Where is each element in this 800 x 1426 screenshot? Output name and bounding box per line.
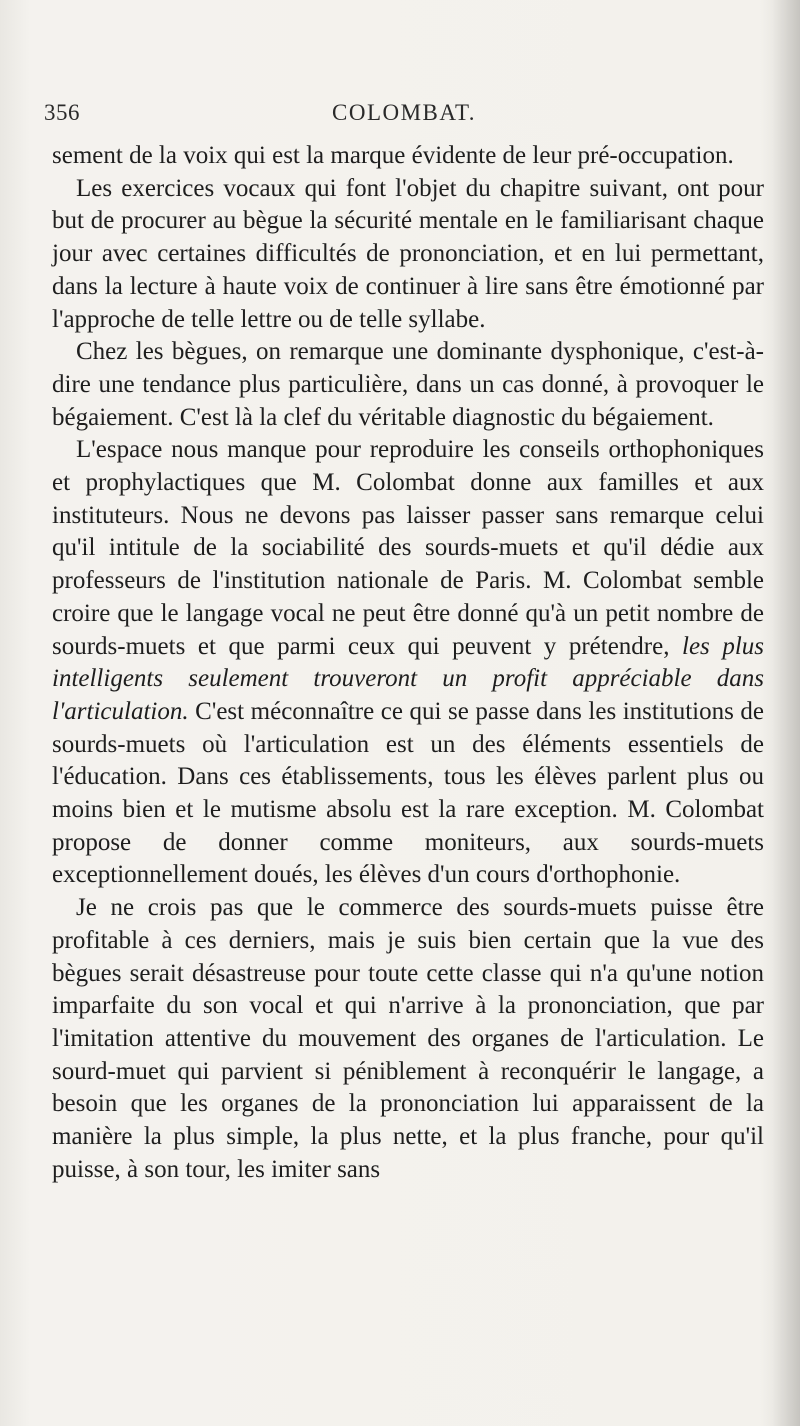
paragraph-4-text-after: C'est méconnaître ce qui se passe dans les institutions de sourds-muets où l'articulation est un des éléments essentiels de l'éducation. Dans ces établissements, tous les élèves parlent plus ou moins bien et le mutisme absolu est la rare exception. M. Colombat propose de donner comme moniteurs, aux sourds-muets exceptionnellement doués, les élèves d'un cours d'orthophonie. [52,697,764,889]
page-number: 356 [44,100,80,125]
paragraph-5: Je ne crois pas que le commerce des sourds-muets puisse être profitable à ces derniers, mais je suis bien certain que la vue des bègues serait désastreuse pour toute cette classe qui n'a qu'une notion imparfaite du son vocal et qui n'arrive à la prononciation, que par l'imitation attentive du mouvement des organes de l'articulation. Le sourd-muet qui parvient si péniblement à reconquérir le langage, a besoin que les organes de la prononciation lui apparaissent de la manière la plus simple, la plus nette, et la plus franche, pour qu'il puisse, à son tour, les imiter sans [52,894,764,1183]
page-edge-shadow [772,0,800,1426]
body-text [52,140,764,1187]
paragraph-3: Chez les bègues, on remarque une dominante dysphonique, c'est-à-dire une tendance plus particulière, dans un cas donné, à provoquer le bégaiement. C'est là la clef du véritable diagnostic du bégaiement. [52,338,764,431]
paragraph-4-text-before: L'espace nous manque pour reproduire les conseils orthophoniques et prophylactiques que M. Colombat donne aux familles et aux instituteurs. Nous ne devons pas laisser passer sans remarque celui qu'il intitule de la sociabilité des sourds-muets et qu'il dédie aux professeurs de l'institution nationale de Paris. M. Colombat semble croire que le langage vocal ne peut être donné qu'à un petit nombre de sourds-muets et que parmi ceux qui peuvent y prétendre, [52,436,764,660]
paragraph-4 [52,434,764,892]
running-head: COLOMBAT. [332,100,477,125]
paragraph-2: Les exercices vocaux qui font l'objet du chapitre suivant, ont pour but de procurer au bègue la sécurité mentale en le familiarisant chaque jour avec certaines difficultés de prononciation, et en lui permettant, dans la lecture à haute voix de continuer à lire sans être émotionné par l'approche de telle lettre ou de telle syllabe. [52,174,764,333]
page-header [44,100,764,134]
paragraph-4-italic-quote: les plus intelligents seulement trouveront un profit appréciable dans l'articulation. [52,632,764,725]
paragraph-1: sement de la voix qui est la marque évidente de leur pré-occupation. [52,142,734,169]
